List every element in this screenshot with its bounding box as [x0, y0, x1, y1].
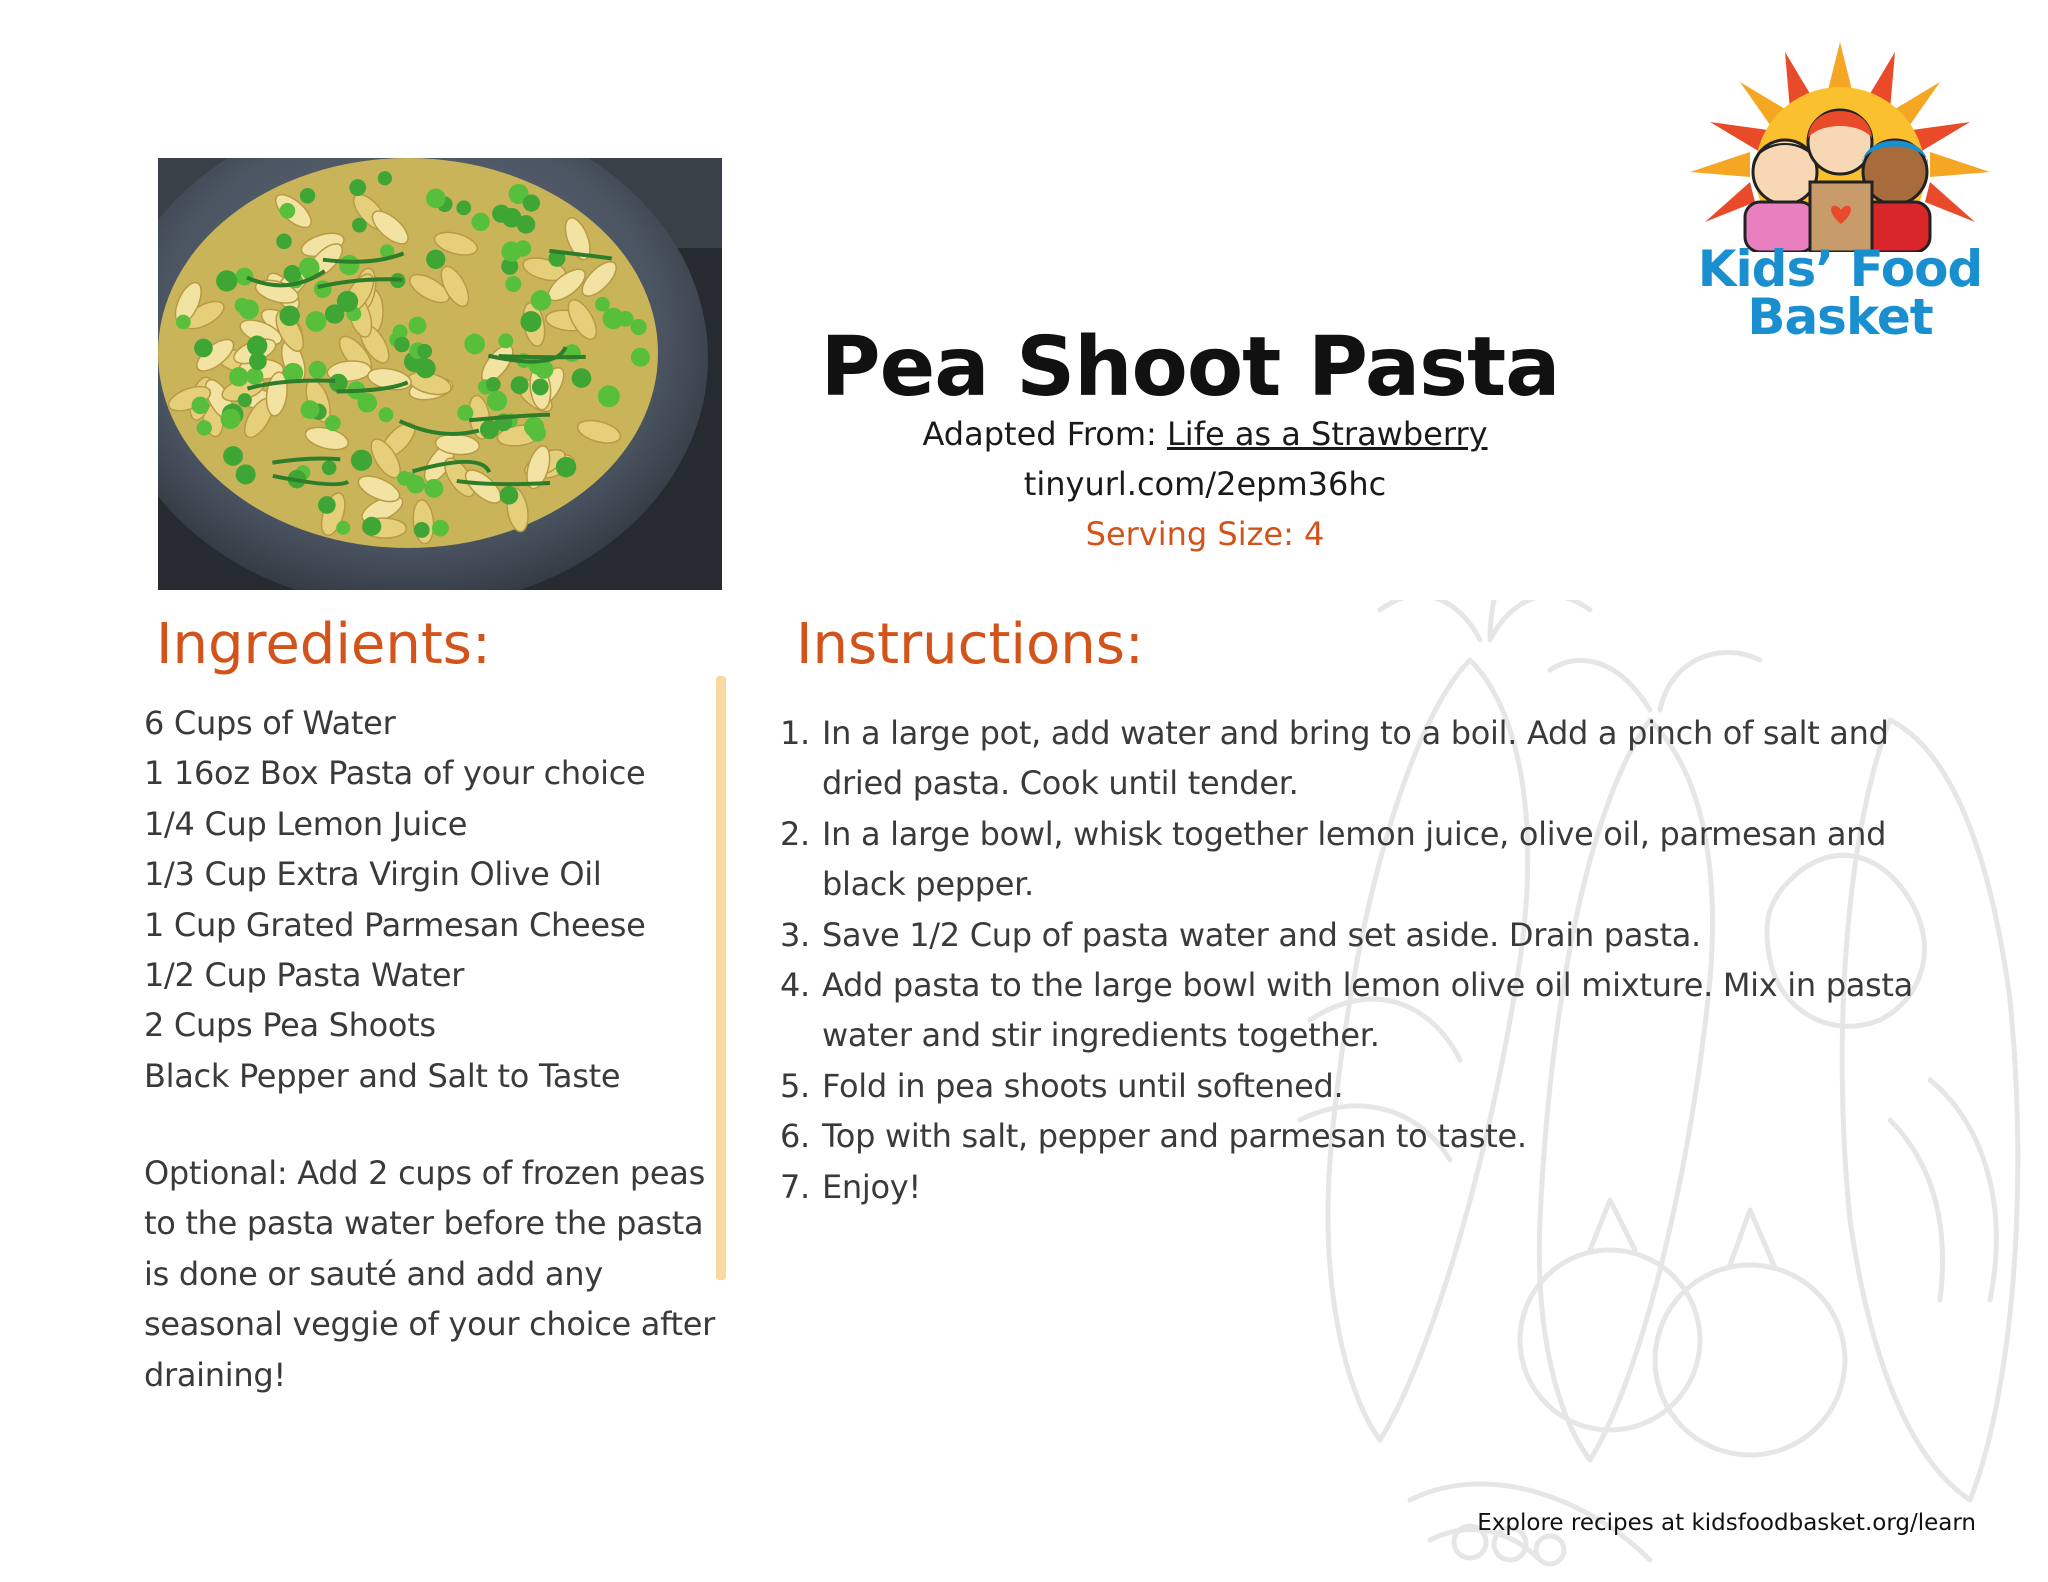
list-item: 1/2 Cup Pasta Water	[144, 956, 465, 995]
adapted-label: Adapted From:	[922, 415, 1167, 453]
step-text: Enjoy!	[822, 1167, 921, 1206]
instruction-step	[780, 1162, 1960, 1212]
step-number: 5.	[780, 1066, 810, 1105]
instructions-list	[780, 708, 1960, 1212]
step-number: 7.	[780, 1167, 810, 1206]
instruction-step	[780, 1111, 1960, 1161]
step-number: 4.	[780, 966, 810, 1005]
list-item: 2 Cups Pea Shoots	[144, 1006, 436, 1045]
footer-text[interactable]: Explore recipes at kidsfoodbasket.org/learn	[1477, 1510, 1976, 1536]
adapted-source-link[interactable]: Life as a Strawberry	[1166, 415, 1488, 453]
list-item: 1 16oz Box Pasta of your choice	[144, 754, 646, 793]
instruction-step	[780, 910, 1960, 960]
instruction-step	[780, 960, 1960, 1061]
list-item: Black Pepper and Salt to Taste	[144, 1056, 621, 1095]
adapted-from	[780, 414, 1630, 454]
source-url[interactable]: tinyurl.com/2epm36hc	[1023, 465, 1387, 503]
list-item: 1 Cup Grated Parmesan Cheese	[144, 905, 646, 944]
step-number: 6.	[780, 1117, 810, 1156]
list-item: 1/4 Cup Lemon Juice	[144, 804, 468, 843]
step-text: Add pasta to the large bowl with lemon olive oil mixture. Mix in pasta water and stir ingredients together.	[822, 966, 1913, 1055]
pasta-photo	[158, 158, 722, 590]
step-text: In a large bowl, whisk together lemon juice, olive oil, parmesan and black pepper.	[822, 814, 1887, 904]
step-text: Top with salt, pepper and parmesan to taste.	[822, 1117, 1527, 1156]
step-text: Save 1/2 Cup of pasta water and set aside. Drain pasta.	[822, 915, 1701, 954]
step-text: Fold in pea shoots until softened.	[822, 1066, 1344, 1105]
step-number: 2.	[780, 814, 810, 853]
instructions-heading: Instructions:	[796, 612, 1144, 677]
logo-text-line2: Basket	[1747, 288, 1933, 346]
ingredients-heading: Ingredients:	[156, 612, 491, 677]
instruction-step	[780, 809, 1960, 910]
step-number: 1.	[780, 714, 810, 752]
recipe-title: Pea Shoot Pasta	[820, 320, 1560, 415]
optional-note: Optional: Add 2 cups of frozen peas to the pasta water before the pasta is done or sauté and add any seasonal veggie of your choice after draining!	[144, 1154, 716, 1394]
step-text: In a large pot, add water and bring to a boil. Add a pinch of salt and dried pasta. Cook until tender.	[822, 714, 1889, 803]
list-item: 6 Cups of Water	[144, 704, 396, 742]
serving-size: Serving Size: 4	[1085, 515, 1325, 553]
instruction-step	[780, 1061, 1960, 1111]
ingredients-list	[144, 698, 704, 1101]
list-item: 1/3 Cup Extra Virgin Olive Oil	[144, 855, 602, 894]
logo-text-line1: Kids’ Food	[1697, 240, 1983, 298]
instruction-step	[780, 708, 1960, 809]
step-number: 3.	[780, 915, 810, 954]
